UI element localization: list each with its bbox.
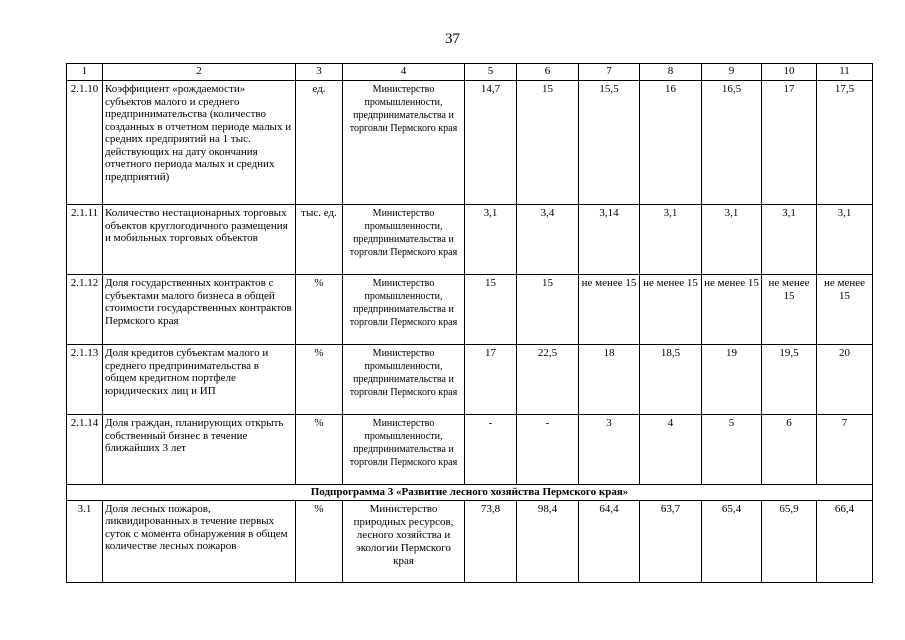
value-cell: 17	[762, 81, 817, 205]
value-cell: 65,9	[762, 500, 817, 582]
responsible-cell: Министерство промышленности, предпринимательства и торговли Пермского края	[343, 205, 465, 275]
responsible-cell: Министерство промышленности, предпринимательства и торговли Пермского края	[343, 81, 465, 205]
value-cell: 3,1	[762, 205, 817, 275]
value-cell: 66,4	[817, 500, 873, 582]
value-cell: 3,1	[465, 205, 517, 275]
value-cell: не менее 15	[702, 275, 762, 345]
responsible-cell: Министерство промышленности, предпринимательства и торговли Пермского края	[343, 275, 465, 345]
header-cell: 5	[465, 64, 517, 81]
value-cell: -	[465, 415, 517, 485]
table-row	[67, 81, 873, 205]
value-cell: 5	[702, 415, 762, 485]
header-cell: 1	[67, 64, 103, 81]
value-cell: 19	[702, 345, 762, 415]
value-cell: 18	[579, 345, 640, 415]
unit-cell: %	[296, 500, 343, 582]
indicator-name: Доля лесных пожаров, ликвидированных в течение первых суток с момента обнаружения в общем количестве лесных пожаров	[103, 500, 296, 582]
responsible-cell: Министерство промышленности, предпринимательства и торговли Пермского края	[343, 345, 465, 415]
value-cell: 19,5	[762, 345, 817, 415]
value-cell: 16	[640, 81, 702, 205]
row-number: 2.1.14	[67, 415, 103, 485]
header-cell: 9	[702, 64, 762, 81]
value-cell: не менее 15	[579, 275, 640, 345]
value-cell: 22,5	[517, 345, 579, 415]
header-cell: 6	[517, 64, 579, 81]
value-cell: 98,4	[517, 500, 579, 582]
unit-cell: ед.	[296, 81, 343, 205]
header-cell: 10	[762, 64, 817, 81]
page-number: 37	[445, 31, 460, 47]
header-cell: 2	[103, 64, 296, 81]
value-cell: не менее 15	[762, 275, 817, 345]
value-cell: 15,5	[579, 81, 640, 205]
row-number: 2.1.12	[67, 275, 103, 345]
table-row	[67, 500, 873, 582]
row-number: 2.1.10	[67, 81, 103, 205]
value-cell: 3,4	[517, 205, 579, 275]
value-cell: 18,5	[640, 345, 702, 415]
unit-cell: тыс. ед.	[296, 205, 343, 275]
indicators-table	[66, 63, 873, 583]
value-cell: 20	[817, 345, 873, 415]
table-row	[67, 345, 873, 415]
value-cell: 14,7	[465, 81, 517, 205]
unit-cell: %	[296, 275, 343, 345]
table-row	[67, 275, 873, 345]
header-cell: 11	[817, 64, 873, 81]
value-cell: 7	[817, 415, 873, 485]
value-cell: 64,4	[579, 500, 640, 582]
table-row	[67, 415, 873, 485]
table-row	[67, 205, 873, 275]
subprogram-title: Подпрограмма 3 «Развитие лесного хозяйства Пермского края»	[67, 485, 873, 501]
indicator-name: Доля граждан, планирующих открыть собственный бизнес в течение ближайших 3 лет	[103, 415, 296, 485]
subprogram-row	[67, 485, 873, 501]
value-cell: 15	[517, 81, 579, 205]
value-cell: 3,1	[817, 205, 873, 275]
value-cell: 17	[465, 345, 517, 415]
value-cell: 65,4	[702, 500, 762, 582]
indicator-name: Количество нестационарных торговых объектов круглогодичного размещения и мобильных торговых объектов	[103, 205, 296, 275]
value-cell: 15	[517, 275, 579, 345]
value-cell: 16,5	[702, 81, 762, 205]
header-cell: 7	[579, 64, 640, 81]
value-cell: не менее 15	[817, 275, 873, 345]
value-cell: 3	[579, 415, 640, 485]
row-number: 2.1.11	[67, 205, 103, 275]
header-cell: 8	[640, 64, 702, 81]
header-cell: 3	[296, 64, 343, 81]
value-cell: 3,1	[702, 205, 762, 275]
unit-cell: %	[296, 415, 343, 485]
header-cell: 4	[343, 64, 465, 81]
unit-cell: %	[296, 345, 343, 415]
value-cell: 63,7	[640, 500, 702, 582]
value-cell: 3,14	[579, 205, 640, 275]
indicator-name: Доля государственных контрактов с субъектами малого бизнеса в общей стоимости государственных контрактов Пермского края	[103, 275, 296, 345]
value-cell: 3,1	[640, 205, 702, 275]
value-cell: не менее 15	[640, 275, 702, 345]
value-cell: 4	[640, 415, 702, 485]
responsible-cell: Министерство промышленности, предпринимательства и торговли Пермского края	[343, 415, 465, 485]
value-cell: 15	[465, 275, 517, 345]
header-row	[67, 64, 873, 81]
responsible-cell: Министерство природных ресурсов, лесного хозяйства и экологии Пермского края	[343, 500, 465, 582]
row-number: 3.1	[67, 500, 103, 582]
value-cell: 6	[762, 415, 817, 485]
value-cell: -	[517, 415, 579, 485]
indicator-name: Коэффициент «рождаемости» субъектов малого и среднего предпринимательства (количество созданных в отчетном периоде малых и средних предприятий на 1 тыс. действующих на дату окончания отчетного периода малых и средних предприятий)	[103, 81, 296, 205]
value-cell: 73,8	[465, 500, 517, 582]
indicator-name: Доля кредитов субъектам малого и среднего предпринимательства в общем кредитном портфеле юридических лиц и ИП	[103, 345, 296, 415]
value-cell: 17,5	[817, 81, 873, 205]
row-number: 2.1.13	[67, 345, 103, 415]
